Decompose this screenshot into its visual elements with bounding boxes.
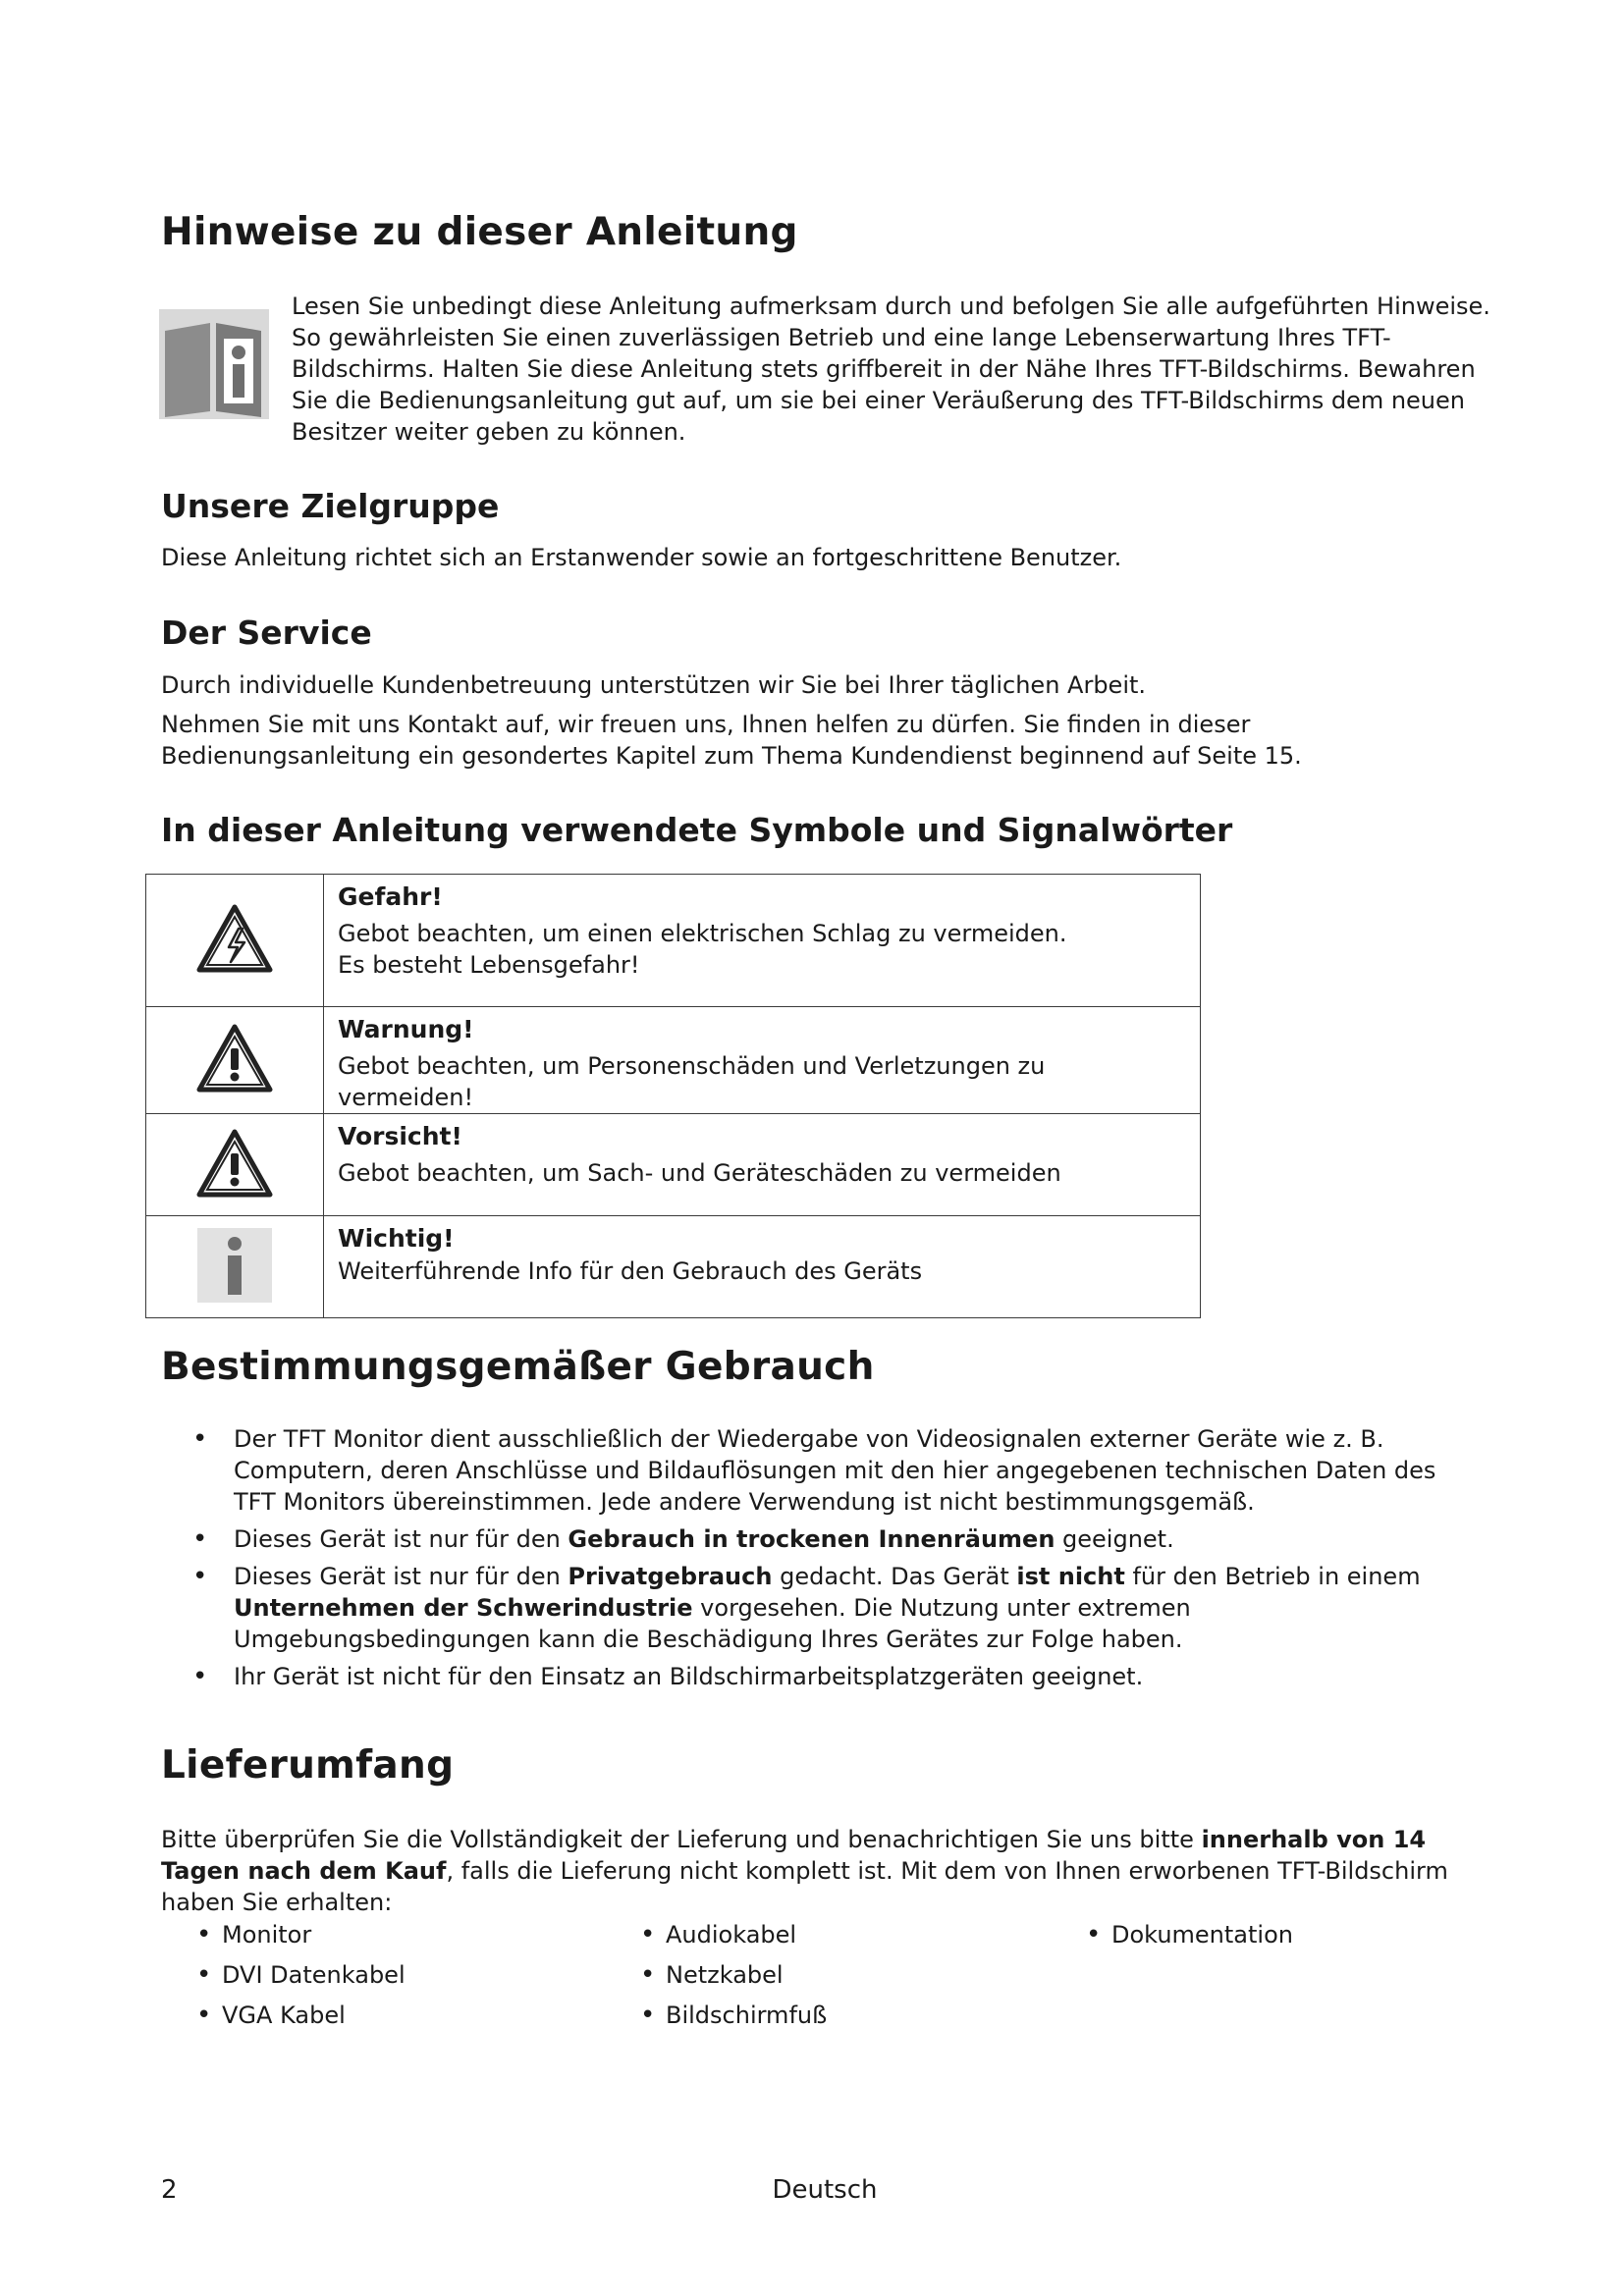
symbol-text-cell [324,1216,1201,1318]
symbols-table [145,874,1201,1318]
use-item-text: Ihr Gerät ist nicht für den Einsatz an Bildschirmarbeitsplatzgeräten geeignet. [234,1663,1144,1690]
caution-icon [195,1128,274,1199]
service-text-2: Nehmen Sie mit uns Kontakt auf, wir freuen uns, Ihnen helfen zu dürfen. Sie finden in dieser Bedienungsanleitung ein gesondertes Kapitel zum Thema Kundendienst beginnend auf Seite 15. [161,711,1302,770]
list-item [161,1423,1477,1518]
use-item-text: Der TFT Monitor dient ausschließlich der Wiedergabe von Videosignalen externer Geräte wie z. B. Computern, deren Anschlüsse und Bildauflösungen mit den hier angegebenen technischen Daten des TFT Monitors übereinstimmen. Jede andere Verwendung ist nicht bestimmungsgemäß. [234,1425,1436,1516]
notes-intro-text: Lesen Sie unbedingt diese Anleitung aufmerksam durch und befolgen Sie alle aufgeführten Hinweise. So gewährleisten Sie einen zuverlässigen Betrieb und eine lange Lebenserwartung Ihres TFT-Bildschirms. Halten Sie diese Anleitung stets griffbereit in der Nähe Ihres TFT-Bildschirms. Bewahren Sie die Bedienungsanleitung gut auf, um sie bei einer Veräußerung des TFT-Bildschirms dem neuen Besitzer weiter geben zu können. [292,293,1490,446]
warning-icon [195,1023,274,1094]
use-item-text: für den Betrieb in einem [1124,1563,1421,1590]
service-text-1: Durch individuelle Kundenbetreuung unterstützen wir Sie bei Ihrer täglichen Arbeit. [161,671,1147,699]
intended-use-list [161,1423,1477,1698]
symbol-text-cell [324,875,1201,1007]
table-row [146,1114,1201,1216]
symbol-icon-cell [146,875,324,1007]
use-item-emphasis: Privatgebrauch [568,1563,773,1590]
signal-desc-danger: Gebot beachten, um einen elektrischen Schlag zu vermeiden. [338,920,1067,947]
list-item: • Bildschirmfuß [638,2000,1051,2031]
signal-word-danger: Gefahr! [338,882,443,911]
info-icon [197,1228,272,1303]
footer-language: Deutsch [772,2175,878,2205]
list-item [161,1561,1477,1655]
delivery-intro [161,1824,1487,1918]
list-item: • Audiokabel [638,1919,1051,1950]
manual-info-icon [159,309,269,419]
delivery-list-col-3 [1084,1919,1496,1959]
signal-desc-danger-2: Es besteht Lebensgefahr! [338,951,640,979]
delivery-intro-text: Bitte überprüfen Sie die Vollständigkeit der Lieferung und benachrichtigen Sie uns bitte [161,1826,1202,1853]
table-row [146,875,1201,1007]
symbol-text-cell [324,1114,1201,1216]
delivery-list-col-2 [638,1919,1051,2040]
target-group-text: Diese Anleitung richtet sich an Erstanwender sowie an fortgeschrittene Benutzer. [161,544,1122,571]
signal-desc-warning: Gebot beachten, um Personenschäden und Verletzungen zu vermeiden! [338,1052,1046,1111]
section-title-symbols: In dieser Anleitung verwendete Symbole und Signalwörter [161,811,1233,849]
list-item [161,1523,1477,1555]
use-item-text: Dieses Gerät ist nur für den [234,1525,568,1553]
symbol-icon-cell [146,1216,324,1318]
signal-word-important: Wichtig! [338,1224,455,1253]
section-title-service: Der Service [161,614,372,652]
electric-hazard-icon [195,903,274,974]
delivery-list-col-1 [194,1919,607,2040]
signal-desc-caution: Gebot beachten, um Sach- und Geräteschäden zu vermeiden [338,1159,1061,1187]
section-title-intended-use: Bestimmungsgemäßer Gebrauch [161,1345,875,1389]
section-title-target-group: Unsere Zielgruppe [161,487,500,525]
signal-word-warning: Warnung! [338,1015,474,1043]
list-item [161,1661,1477,1692]
section-title-delivery: Lieferumfang [161,1743,455,1788]
table-row [146,1216,1201,1318]
use-item-text: gedacht. Das Gerät [772,1563,1017,1590]
delivery-intro-emphasis: innerhalb von 14 Tagen nach dem Kauf [161,1826,1427,1885]
signal-desc-important: Weiterführende Info für den Gebrauch des Geräts [338,1257,923,1285]
list-item: • Monitor [194,1919,607,1950]
table-row [146,1007,1201,1114]
use-item-emphasis: ist nicht [1016,1563,1125,1590]
symbol-text-cell [324,1007,1201,1114]
symbol-icon-cell [146,1114,324,1216]
list-item: • Dokumentation [1084,1919,1496,1950]
page-number: 2 [161,2175,178,2205]
use-item-text: vorgesehen. Die Nutzung unter extremen Umgebungsbedingungen kann die Beschädigung Ihres Gerätes zur Folge haben. [234,1594,1191,1653]
symbol-icon-cell [146,1007,324,1114]
list-item: • DVI Datenkabel [194,1959,607,1991]
use-item-text: geeignet. [1055,1525,1174,1553]
delivery-intro-text: , falls die Lieferung nicht komplett ist. Mit dem von Ihnen erworbenen TFT-Bildschirm haben Sie erhalten: [161,1857,1448,1916]
section-title-notes: Hinweise zu dieser Anleitung [161,210,798,254]
list-item: • Netzkabel [638,1959,1051,1991]
signal-word-caution: Vorsicht! [338,1122,462,1150]
list-item: • VGA Kabel [194,2000,607,2031]
use-item-emphasis: Unternehmen der Schwerindustrie [234,1594,693,1622]
use-item-text: Dieses Gerät ist nur für den [234,1563,568,1590]
use-item-emphasis: Gebrauch in trockenen Innenräumen [568,1525,1056,1553]
